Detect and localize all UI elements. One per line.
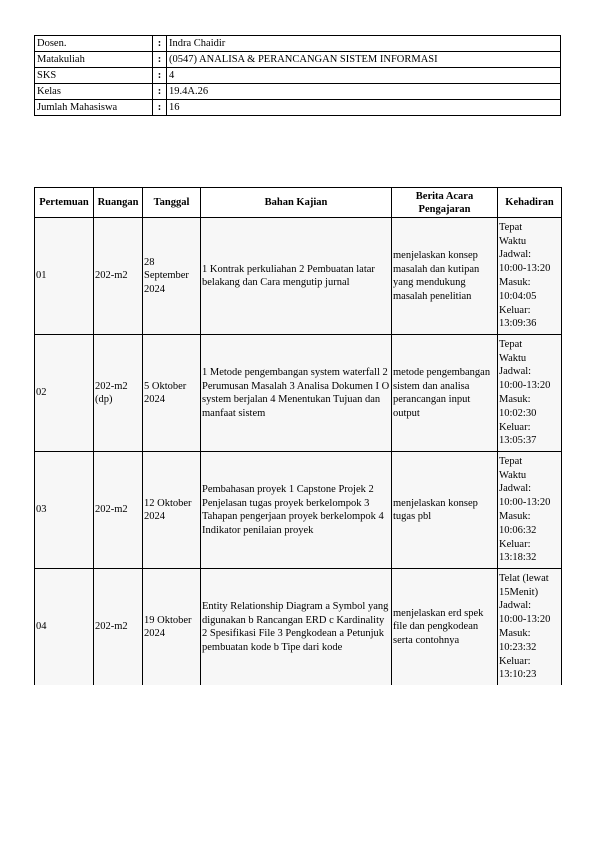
- pertemuan-cell: 02: [35, 335, 94, 452]
- pertemuan-cell: 03: [35, 452, 94, 569]
- info-separator: :: [153, 52, 167, 68]
- info-label: SKS: [35, 68, 153, 84]
- kehadiran-line: Jadwal:: [499, 600, 532, 612]
- ruangan-cell: 202-m2: [94, 452, 143, 569]
- kehadiran-cell: [498, 569, 562, 686]
- kehadiran-line: Waktu: [499, 352, 527, 364]
- kehadiran-line: 10:00-13:20: [499, 380, 551, 392]
- kehadiran-cell: [498, 335, 562, 452]
- kehadiran-line: Keluar:: [499, 655, 531, 667]
- kehadiran-line: Jadwal:: [499, 366, 532, 378]
- table-row: [35, 569, 562, 686]
- header-pertemuan: Pertemuan: [35, 188, 94, 218]
- kehadiran-line: Tepat: [499, 221, 523, 233]
- header-kehadiran: Kehadiran: [498, 188, 562, 218]
- tanggal-cell: 28 September 2024: [143, 218, 201, 335]
- attendance-body: [35, 218, 562, 686]
- kehadiran-line: 13:18:32: [499, 552, 537, 564]
- kehadiran-line: Keluar:: [499, 538, 531, 550]
- info-row-matakuliah: [35, 52, 561, 68]
- kehadiran-line: Masuk:: [499, 628, 531, 639]
- info-row-jumlah-mahasiswa: [35, 100, 561, 116]
- kehadiran-line: 13:10:23: [499, 669, 537, 681]
- course-info-table: [34, 35, 561, 116]
- kehadiran-line: 13:09:36: [499, 318, 537, 330]
- table-row: [35, 452, 562, 569]
- bahan-kajian-cell: 1 Metode pengembangan system waterfall 2 Perumusan Masalah 3 Analisa Dokumen I O system berjalan 4 Menentukan Tujuan dan manfaat sistem: [201, 335, 392, 452]
- header-ruangan: Ruangan: [94, 188, 143, 218]
- kehadiran-line: Telat (lewat: [499, 572, 549, 584]
- kehadiran-line: 10:06:32: [499, 524, 537, 536]
- bahan-kajian-cell: 1 Kontrak perkuliahan 2 Pembuatan latar belakang dan Cara mengutip jurnal: [201, 218, 392, 335]
- kehadiran-line: Waktu: [499, 469, 527, 481]
- attendance-table: [34, 187, 562, 685]
- kehadiran-line: 10:23:32: [499, 641, 537, 653]
- kehadiran-line: Waktu: [499, 235, 527, 247]
- pertemuan-cell: 04: [35, 569, 94, 686]
- kehadiran-line: Jadwal:: [499, 249, 532, 261]
- berita-acara-cell: menjelaskan erd spek file dan pengkodean serta contohnya: [392, 569, 498, 686]
- pertemuan-cell: 01: [35, 218, 94, 335]
- kehadiran-line: 10:00-13:20: [499, 614, 551, 626]
- kehadiran-line: Tepat: [499, 338, 523, 350]
- kehadiran-line: Masuk:: [499, 511, 531, 522]
- info-row-kelas: [35, 84, 561, 100]
- info-row-sks: [35, 68, 561, 84]
- info-value: (0547) ANALISA & PERANCANGAN SISTEM INFORMASI: [167, 52, 561, 68]
- ruangan-cell: 202-m2: [94, 569, 143, 686]
- berita-acara-cell: menjelaskan konsep masalah dan kutipan yang mendukung masalah penelitian: [392, 218, 498, 335]
- info-value: 16: [167, 100, 561, 116]
- table-row: [35, 218, 562, 335]
- kehadiran-line: 13:05:37: [499, 435, 537, 447]
- info-label: Kelas: [35, 84, 153, 100]
- ruangan-cell: 202-m2: [94, 218, 143, 335]
- kehadiran-cell: [498, 452, 562, 569]
- info-label: Jumlah Mahasiswa: [35, 100, 153, 116]
- kehadiran-line: Masuk:: [499, 394, 531, 405]
- kehadiran-line: 10:00-13:20: [499, 263, 551, 275]
- header-tanggal: Tanggal: [143, 188, 201, 218]
- header-bahan-kajian: Bahan Kajian: [201, 188, 392, 218]
- info-separator: :: [153, 84, 167, 100]
- kehadiran-line: Keluar:: [499, 421, 531, 433]
- kehadiran-line: 15Menit): [499, 586, 539, 598]
- kehadiran-cell: [498, 218, 562, 335]
- berita-acara-cell: metode pengembangan sistem dan analisa perancangan input output: [392, 335, 498, 452]
- kehadiran-line: 10:02:30: [499, 407, 537, 419]
- kehadiran-line: 10:04:05: [499, 290, 537, 302]
- info-value: Indra Chaidir: [167, 36, 561, 52]
- info-value: 19.4A.26: [167, 84, 561, 100]
- kehadiran-line: Tepat: [499, 455, 523, 467]
- attendance-header-row: [35, 188, 562, 218]
- kehadiran-line: Jadwal:: [499, 483, 532, 495]
- bahan-kajian-cell: Pembahasan proyek 1 Capstone Projek 2 Penjelasan tugas proyek berkelompok 3 Tahapan pengerjaan proyek berkelompok 4 Indikator penilaian proyek: [201, 452, 392, 569]
- tanggal-cell: 12 Oktober 2024: [143, 452, 201, 569]
- kehadiran-line: Masuk:: [499, 277, 531, 288]
- bahan-kajian-cell: Entity Relationship Diagram a Symbol yang digunakan b Rancangan ERD c Kardinality 2 Spesifikasi File 3 Pengkodean a Petunjuk pembuatan kode b Tipe dari kode: [201, 569, 392, 686]
- info-separator: :: [153, 100, 167, 116]
- ruangan-cell: 202-m2 (dp): [94, 335, 143, 452]
- info-separator: :: [153, 68, 167, 84]
- kehadiran-line: Keluar:: [499, 304, 531, 316]
- info-separator: :: [153, 36, 167, 52]
- info-label: Matakuliah: [35, 52, 153, 68]
- tanggal-cell: 5 Oktober 2024: [143, 335, 201, 452]
- info-label: Dosen.: [35, 36, 153, 52]
- header-berita-acara: Berita Acara Pengajaran: [392, 188, 498, 218]
- info-row-dosen: [35, 36, 561, 52]
- info-value: 4: [167, 68, 561, 84]
- tanggal-cell: 19 Oktober 2024: [143, 569, 201, 686]
- kehadiran-line: 10:00-13:20: [499, 497, 551, 509]
- berita-acara-cell: menjelaskan konsep tugas pbl: [392, 452, 498, 569]
- table-row: [35, 335, 562, 452]
